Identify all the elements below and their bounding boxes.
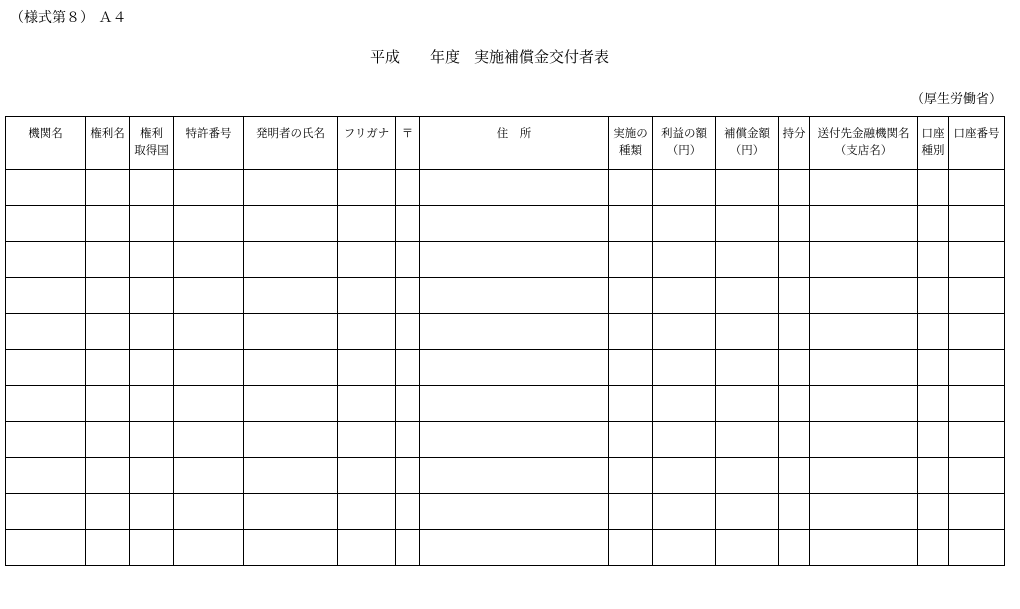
table-cell[interactable]: [810, 386, 918, 422]
table-cell[interactable]: [779, 206, 810, 242]
table-cell[interactable]: [609, 170, 653, 206]
col-account-type: 口座 種別: [918, 117, 949, 170]
table-cell[interactable]: [779, 314, 810, 350]
table-cell[interactable]: [86, 494, 130, 530]
form-number-label: （様式第８） Ａ４: [10, 10, 127, 26]
title-fiscal-year: 年度: [430, 48, 461, 66]
table-cell[interactable]: [918, 458, 949, 494]
table-cell[interactable]: [130, 350, 174, 386]
table-cell[interactable]: [244, 350, 338, 386]
table-cell[interactable]: [338, 386, 396, 422]
table-cell[interactable]: [609, 314, 653, 350]
table-cell[interactable]: [609, 422, 653, 458]
table-cell[interactable]: [420, 386, 609, 422]
table-cell[interactable]: [918, 350, 949, 386]
table-cell[interactable]: [244, 422, 338, 458]
table-cell[interactable]: [716, 350, 779, 386]
page-title: [370, 46, 609, 67]
table-cell[interactable]: [609, 530, 653, 566]
col-right-name: 権利名: [86, 117, 130, 170]
table-cell[interactable]: [420, 458, 609, 494]
table-cell[interactable]: [949, 530, 1005, 566]
table-cell[interactable]: [396, 422, 420, 458]
table-cell[interactable]: [244, 170, 338, 206]
table-cell[interactable]: [174, 350, 244, 386]
table-cell[interactable]: [396, 386, 420, 422]
table-row: [6, 278, 1005, 314]
table-cell[interactable]: [244, 278, 338, 314]
table-cell[interactable]: [174, 494, 244, 530]
table-cell[interactable]: [174, 530, 244, 566]
table-cell[interactable]: [396, 278, 420, 314]
table-cell[interactable]: [244, 494, 338, 530]
table-cell[interactable]: [338, 242, 396, 278]
table-cell[interactable]: [918, 386, 949, 422]
table-cell[interactable]: [130, 206, 174, 242]
table-cell[interactable]: [396, 170, 420, 206]
table-cell[interactable]: [716, 314, 779, 350]
table-cell[interactable]: [810, 422, 918, 458]
table-cell[interactable]: [6, 494, 86, 530]
table-cell[interactable]: [86, 206, 130, 242]
table-cell[interactable]: [420, 170, 609, 206]
table-cell[interactable]: [609, 206, 653, 242]
ministry-label: （厚生労働省）: [910, 92, 1002, 107]
table-cell[interactable]: [810, 458, 918, 494]
table-cell[interactable]: [396, 530, 420, 566]
col-profit-amount: 利益の額 （円）: [653, 117, 716, 170]
table-row: [6, 386, 1005, 422]
col-inventor-name: 発明者の氏名: [244, 117, 338, 170]
table-cell[interactable]: [420, 494, 609, 530]
table-cell[interactable]: [779, 350, 810, 386]
col-implementation-type: 実施の 種類: [609, 117, 653, 170]
table-cell[interactable]: [810, 350, 918, 386]
table-cell[interactable]: [86, 350, 130, 386]
table-row: [6, 314, 1005, 350]
table-cell[interactable]: [653, 170, 716, 206]
table-cell[interactable]: [949, 206, 1005, 242]
table-row: [6, 458, 1005, 494]
table-cell[interactable]: [810, 278, 918, 314]
col-share: 持分: [779, 117, 810, 170]
table-cell[interactable]: [244, 314, 338, 350]
table-cell[interactable]: [609, 494, 653, 530]
table-cell[interactable]: [244, 242, 338, 278]
table-cell[interactable]: [244, 530, 338, 566]
table-cell[interactable]: [244, 458, 338, 494]
table-cell[interactable]: [779, 278, 810, 314]
table-cell[interactable]: [779, 530, 810, 566]
table-cell[interactable]: [338, 350, 396, 386]
table-cell[interactable]: [338, 278, 396, 314]
table-cell[interactable]: [779, 242, 810, 278]
table-cell[interactable]: [396, 314, 420, 350]
table-cell[interactable]: [6, 530, 86, 566]
table-cell[interactable]: [653, 494, 716, 530]
table-cell[interactable]: [949, 458, 1005, 494]
table-cell[interactable]: [244, 206, 338, 242]
table-cell[interactable]: [810, 314, 918, 350]
table-cell[interactable]: [6, 386, 86, 422]
table-cell[interactable]: [949, 494, 1005, 530]
table-row: [6, 494, 1005, 530]
table-row: [6, 350, 1005, 386]
table-cell[interactable]: [716, 458, 779, 494]
table-cell[interactable]: [779, 386, 810, 422]
table-row: [6, 242, 1005, 278]
table-cell[interactable]: [918, 242, 949, 278]
table-cell[interactable]: [716, 422, 779, 458]
table-cell[interactable]: [174, 314, 244, 350]
table-cell[interactable]: [653, 350, 716, 386]
table-cell[interactable]: [130, 422, 174, 458]
table-cell[interactable]: [130, 170, 174, 206]
table-cell[interactable]: [918, 170, 949, 206]
table-cell[interactable]: [174, 170, 244, 206]
table-cell[interactable]: [609, 242, 653, 278]
table-cell[interactable]: [6, 242, 86, 278]
table-row: [6, 170, 1005, 206]
title-era: 平成: [370, 48, 401, 66]
table-cell[interactable]: [949, 386, 1005, 422]
table-cell[interactable]: [949, 422, 1005, 458]
table-row: [6, 206, 1005, 242]
table-cell[interactable]: [810, 530, 918, 566]
table-cell[interactable]: [779, 422, 810, 458]
table-cell[interactable]: [918, 206, 949, 242]
table-cell[interactable]: [949, 242, 1005, 278]
col-account-number: 口座番号: [949, 117, 1005, 170]
table-cell[interactable]: [338, 422, 396, 458]
table-cell[interactable]: [6, 206, 86, 242]
table-cell[interactable]: [810, 206, 918, 242]
table-cell[interactable]: [174, 422, 244, 458]
table-cell[interactable]: [174, 458, 244, 494]
table-cell[interactable]: [779, 494, 810, 530]
table-cell[interactable]: [918, 422, 949, 458]
table-cell[interactable]: [130, 530, 174, 566]
table-cell[interactable]: [6, 458, 86, 494]
table-cell[interactable]: [810, 170, 918, 206]
table-cell[interactable]: [609, 350, 653, 386]
table-cell[interactable]: [338, 530, 396, 566]
table-cell[interactable]: [918, 314, 949, 350]
table-cell[interactable]: [420, 242, 609, 278]
table-cell[interactable]: [653, 314, 716, 350]
table-cell[interactable]: [130, 242, 174, 278]
table-cell[interactable]: [716, 170, 779, 206]
col-compensation-amount: 補償金額 （円）: [716, 117, 779, 170]
table-cell[interactable]: [338, 314, 396, 350]
header-row: [6, 117, 1005, 170]
title-main: 実施補償金交付者表: [474, 48, 610, 66]
table-cell[interactable]: [338, 458, 396, 494]
table-cell[interactable]: [653, 242, 716, 278]
col-right-country: 権利 取得国: [130, 117, 174, 170]
table-cell[interactable]: [716, 494, 779, 530]
table-cell[interactable]: [420, 314, 609, 350]
table-cell[interactable]: [949, 170, 1005, 206]
table-cell[interactable]: [86, 314, 130, 350]
table-cell[interactable]: [716, 530, 779, 566]
table-cell[interactable]: [6, 170, 86, 206]
table-cell[interactable]: [420, 278, 609, 314]
table-cell[interactable]: [810, 242, 918, 278]
table-cell[interactable]: [609, 278, 653, 314]
table-cell[interactable]: [949, 314, 1005, 350]
table-body: [6, 170, 1005, 566]
table-cell[interactable]: [130, 278, 174, 314]
table-cell[interactable]: [86, 242, 130, 278]
table-cell[interactable]: [396, 206, 420, 242]
col-furigana: フリガナ: [338, 117, 396, 170]
table-cell[interactable]: [653, 278, 716, 314]
table-cell[interactable]: [420, 422, 609, 458]
table-cell[interactable]: [420, 206, 609, 242]
table-cell[interactable]: [918, 278, 949, 314]
table-cell[interactable]: [779, 170, 810, 206]
table-cell[interactable]: [779, 458, 810, 494]
table-cell[interactable]: [338, 170, 396, 206]
table-cell[interactable]: [6, 314, 86, 350]
col-patent-number: 特許番号: [174, 117, 244, 170]
table-cell[interactable]: [6, 278, 86, 314]
recipient-table: [5, 116, 1005, 566]
col-postal-code: 〒: [396, 117, 420, 170]
table-cell[interactable]: [949, 278, 1005, 314]
table-cell[interactable]: [716, 242, 779, 278]
col-institution-name: 機関名: [6, 117, 86, 170]
table-cell[interactable]: [174, 206, 244, 242]
table-cell[interactable]: [396, 494, 420, 530]
table-cell[interactable]: [396, 458, 420, 494]
table-row: [6, 422, 1005, 458]
col-bank-name: 送付先金融機関名 （支店名）: [810, 117, 918, 170]
table-cell[interactable]: [86, 458, 130, 494]
table-cell[interactable]: [86, 278, 130, 314]
table-cell[interactable]: [174, 242, 244, 278]
table-cell[interactable]: [810, 494, 918, 530]
table-cell[interactable]: [949, 350, 1005, 386]
table-cell[interactable]: [244, 386, 338, 422]
table-cell[interactable]: [420, 530, 609, 566]
table-cell[interactable]: [716, 386, 779, 422]
table-cell[interactable]: [653, 206, 716, 242]
table-cell[interactable]: [86, 170, 130, 206]
table-cell[interactable]: [396, 350, 420, 386]
table-cell[interactable]: [609, 386, 653, 422]
table-cell[interactable]: [174, 386, 244, 422]
table-cell[interactable]: [130, 458, 174, 494]
table-cell[interactable]: [716, 278, 779, 314]
table-cell[interactable]: [86, 422, 130, 458]
table-cell[interactable]: [918, 494, 949, 530]
table-cell[interactable]: [653, 386, 716, 422]
table-cell[interactable]: [338, 494, 396, 530]
table-cell[interactable]: [396, 242, 420, 278]
table-cell[interactable]: [653, 422, 716, 458]
table-cell[interactable]: [130, 314, 174, 350]
table-cell[interactable]: [86, 530, 130, 566]
table-cell[interactable]: [653, 458, 716, 494]
table-cell[interactable]: [130, 386, 174, 422]
table-cell[interactable]: [6, 422, 86, 458]
table-cell[interactable]: [420, 350, 609, 386]
table-cell[interactable]: [338, 206, 396, 242]
table-cell[interactable]: [653, 530, 716, 566]
table-row: [6, 530, 1005, 566]
table-cell[interactable]: [130, 494, 174, 530]
table-cell[interactable]: [918, 530, 949, 566]
table-cell[interactable]: [86, 386, 130, 422]
table-cell[interactable]: [174, 278, 244, 314]
col-address: 住 所: [420, 117, 609, 170]
table-cell[interactable]: [716, 206, 779, 242]
table-cell[interactable]: [609, 458, 653, 494]
table-cell[interactable]: [6, 350, 86, 386]
